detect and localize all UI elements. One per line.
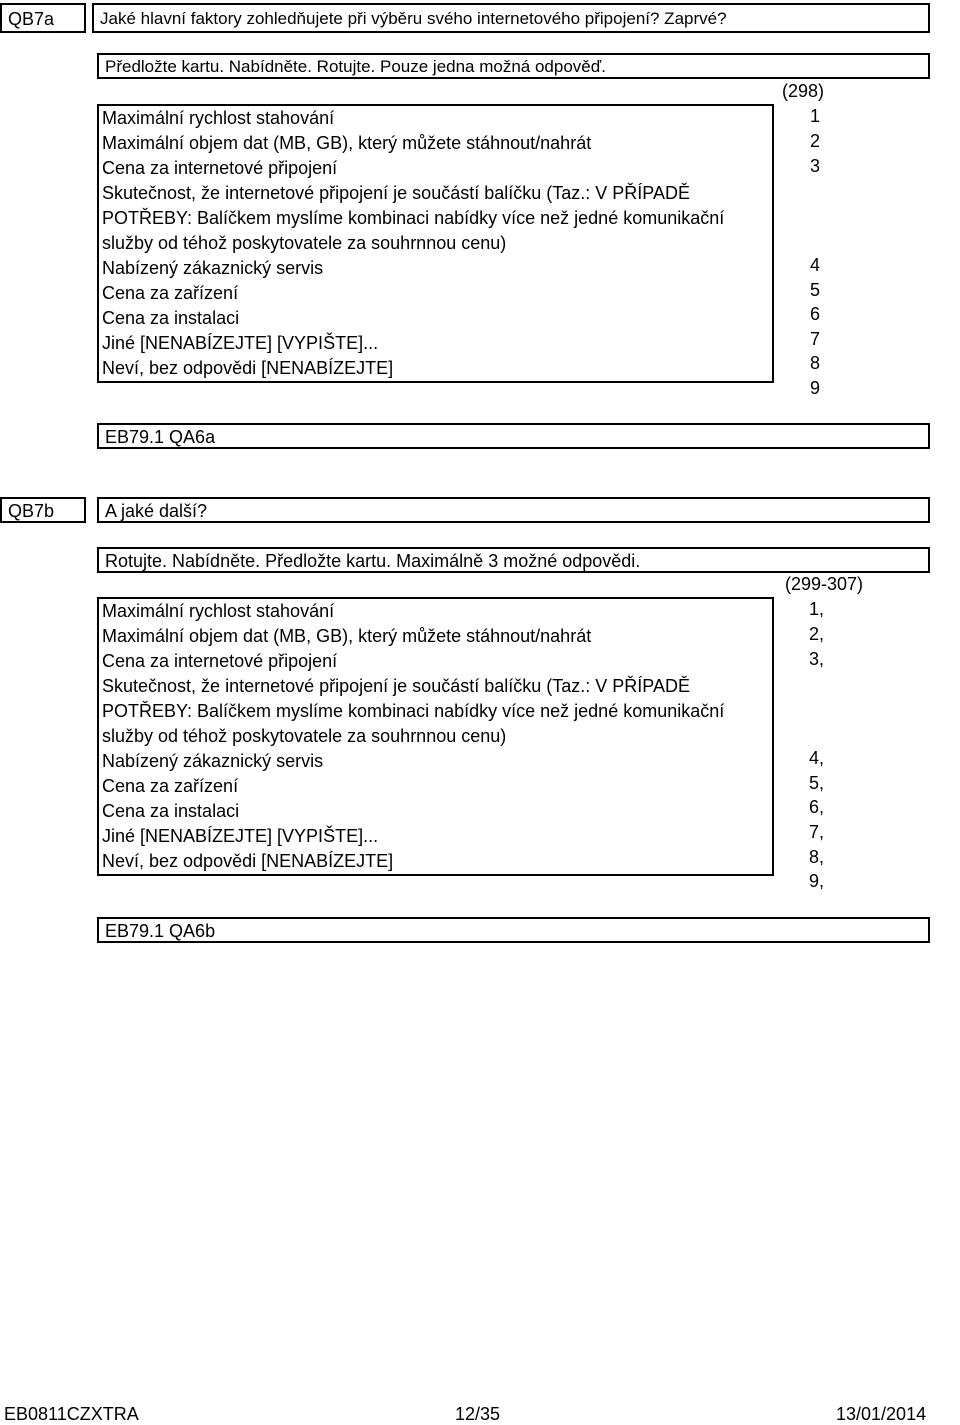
column-code-qb7a: (298) [781,81,824,101]
instruction-text: Rotujte. Nabídněte. Předložte kartu. Maximálně 3 možné odpovědi. [105,551,641,571]
option-row [99,281,772,306]
option-code: 7, [808,822,824,842]
option-code: 5 [809,280,820,300]
instruction-text: Předložte kartu. Nabídněte. Rotujte. Pouze jedna možná odpověď. [105,57,606,76]
option-code: 9 [809,378,820,398]
option-row [99,849,772,874]
question-code-text: QB7a [8,9,55,29]
option-code: 6, [808,797,824,817]
option-row [99,106,772,131]
instruction-qb7a [97,53,930,79]
reference-text: EB79.1 QA6a [105,427,216,447]
option-row [99,356,772,381]
option-row [99,624,772,649]
column-code-qb7b: (299-307) [784,574,863,594]
option-row [99,306,772,331]
option-label: Skutečnost, že internetové připojení je součástí balíčku (Taz.: V PŘÍPADĚ POTŘEBY: Balíčkem myslíme kombinaci nabídky více než jedné komunikační služby od téhož poskytovatele za souhrnnou cenu) [102,183,725,253]
option-label: Maximální objem dat (MB, GB), který můžete stáhnout/nahrát [102,133,592,153]
option-label: Cena za instalaci [102,308,240,328]
option-row [99,131,772,156]
question-text-qb7b [97,497,930,523]
option-row [99,749,772,774]
option-code: 3, [808,649,824,669]
option-row [99,824,772,849]
option-row [99,331,772,356]
option-label: Cena za instalaci [102,801,240,821]
option-code: 3 [809,156,820,176]
option-label: Cena za zařízení [102,776,239,796]
option-code: 1, [808,599,824,619]
option-code: 7 [809,329,820,349]
option-code: 4, [808,748,824,768]
footer-date: 13/01/2014 [836,1404,927,1424]
option-code: 8 [809,353,820,373]
option-row [99,181,772,256]
option-label: Maximální objem dat (MB, GB), který můžete stáhnout/nahrát [102,626,592,646]
question-code-text: QB7b [8,501,55,521]
option-row [99,674,772,749]
option-label: Cena za internetové připojení [102,651,338,671]
footer-page-number: 12/35 [455,1404,501,1424]
option-label: Neví, bez odpovědi [NENABÍZEJTE] [102,358,394,378]
option-code: 5, [808,773,824,793]
question-text-qb7a [92,3,930,33]
option-code: 9, [808,871,824,891]
option-code: 8, [808,847,824,867]
question-code-qb7b [0,497,86,523]
option-label: Maximální rychlost stahování [102,601,335,621]
option-label: Nabízený zákaznický servis [102,258,324,278]
option-label: Jiné [NENABÍZEJTE] [VYPIŠTE]... [102,333,379,353]
option-label: Cena za zařízení [102,283,239,303]
option-code: 2 [809,131,820,151]
instruction-qb7b [97,547,930,573]
question-code-qb7a [0,3,86,33]
option-row [99,599,772,624]
option-row [99,156,772,181]
question-text: Jaké hlavní faktory zohledňujete při výběru svého internetového připojení? Zaprvé? [100,9,727,28]
option-label: Neví, bez odpovědi [NENABÍZEJTE] [102,851,394,871]
options-list-qb7a [97,104,774,383]
option-label: Skutečnost, že internetové připojení je součástí balíčku (Taz.: V PŘÍPADĚ POTŘEBY: Balíčkem myslíme kombinaci nabídky více než jedné komunikační služby od téhož poskytovatele za souhrnnou cenu) [102,676,725,746]
option-row [99,799,772,824]
option-code: 2, [808,624,824,644]
options-list-qb7b [97,597,774,876]
option-label: Jiné [NENABÍZEJTE] [VYPIŠTE]... [102,826,379,846]
option-row [99,649,772,674]
option-row [99,256,772,281]
option-code: 1 [809,106,820,126]
option-label: Maximální rychlost stahování [102,108,335,128]
option-label: Cena za internetové připojení [102,158,338,178]
option-code: 4 [809,255,820,275]
reference-qb7a [97,423,930,449]
reference-qb7b [97,917,930,943]
reference-text: EB79.1 QA6b [105,921,216,941]
option-code: 6 [809,304,820,324]
footer-doc-id: EB0811CZXTRA [4,1404,139,1424]
question-text: A jaké další? [105,501,208,521]
option-label: Nabízený zákaznický servis [102,751,324,771]
option-row [99,774,772,799]
